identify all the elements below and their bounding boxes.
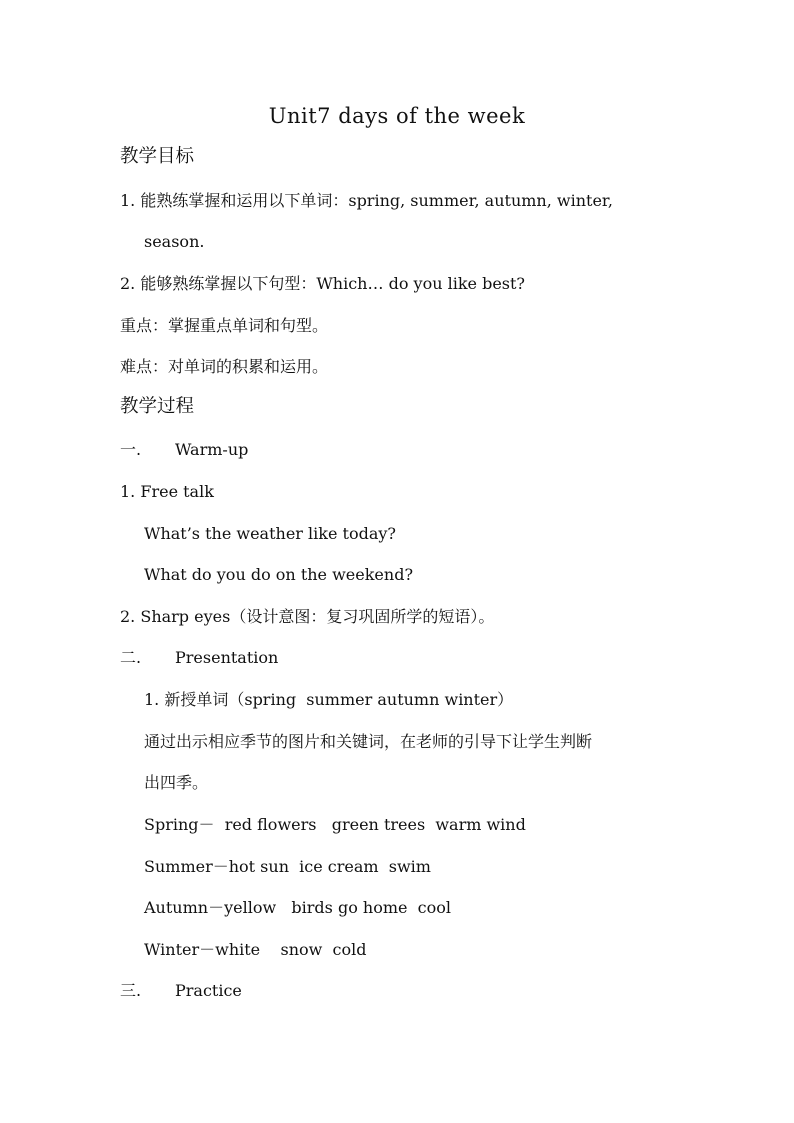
difficult-point: 难点：对单词的积累和运用。 [120, 357, 329, 376]
step-3-number: 三. [120, 981, 142, 1000]
step-2-description-continued: 出四季。 [144, 773, 209, 792]
step-1-item-1: 1. Free talk [120, 482, 214, 501]
step-2-number: 二. [120, 648, 142, 667]
step-3-label: Practice [175, 981, 242, 1000]
step-1-number: 一. [120, 440, 142, 459]
objective-1-continued: season. [144, 232, 205, 251]
step-2-label: Presentation [175, 648, 279, 667]
step-1-question-1: What’s the weather like today? [144, 524, 396, 543]
section-heading-process: 教学过程 [120, 396, 195, 417]
key-point: 重点：掌握重点单词和句型。 [120, 316, 329, 335]
objective-2: 2. 能够熟练掌握以下句型：Which… do you like best? [120, 274, 526, 293]
step-1-item-2: 2. Sharp eyes（设计意图：复习巩固所学的短语）。 [120, 607, 495, 626]
step-1-label: Warm-up [175, 440, 249, 459]
step-2-description: 通过出示相应季节的图片和关键词，在老师的引导下让学生判断 [144, 732, 593, 751]
season-winter: Winter－white snow cold [144, 940, 367, 959]
document-title: Unit7 days of the week [268, 104, 526, 128]
season-autumn: Autumn－yellow birds go home cool [144, 898, 452, 917]
section-heading-objectives: 教学目标 [120, 146, 195, 167]
season-spring: Spring－ red flowers green trees warm wind [144, 815, 526, 834]
step-2-item-1: 1. 新授单词（spring summer autumn winter） [144, 690, 514, 709]
step-1-question-2: What do you do on the weekend? [144, 565, 414, 584]
season-summer: Summer－hot sun ice cream swim [144, 857, 431, 876]
objective-1: 1. 能熟练掌握和运用以下单词：spring, summer, autumn, winter, [120, 191, 613, 210]
